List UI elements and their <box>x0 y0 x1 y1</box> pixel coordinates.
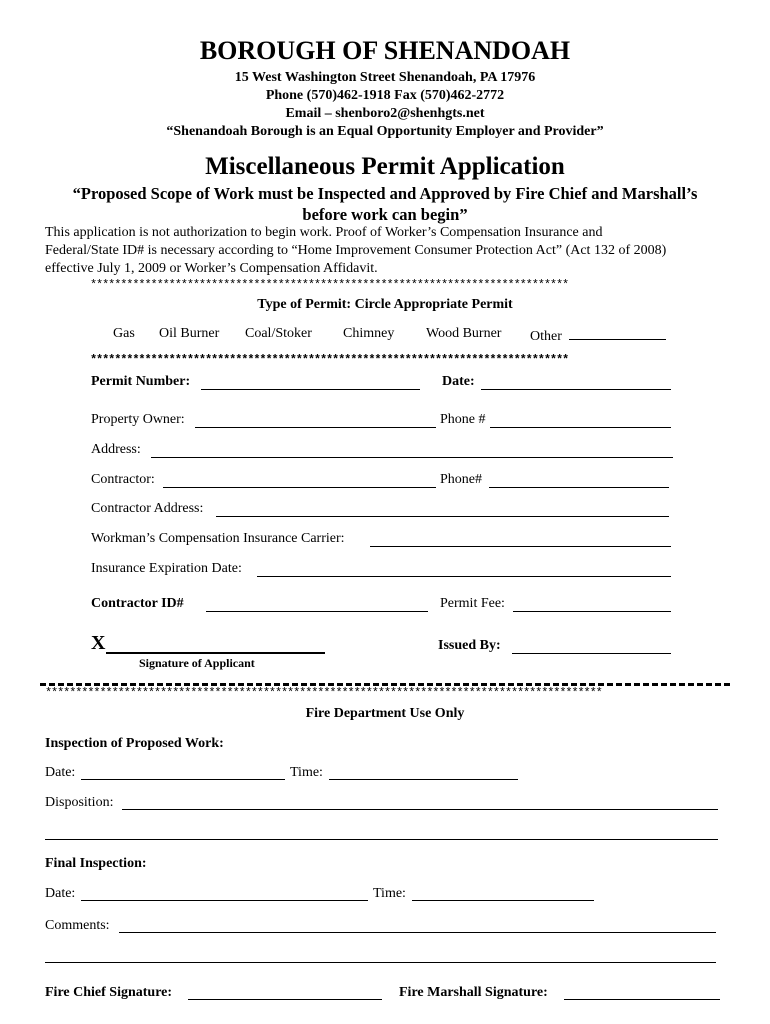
date-field[interactable] <box>481 389 671 390</box>
fire-chief-signature-label: Fire Chief Signature: <box>45 985 173 1000</box>
inspection-date-label: Date: <box>45 765 76 780</box>
disclaimer-line-2: Federal/State ID# is necessary according to “Home Improvement Consumer Protection Act” (Act 132 of 2008) <box>45 243 667 258</box>
other-input-line[interactable] <box>569 326 666 340</box>
permit-option-coal-stoker[interactable]: Coal/Stoker <box>245 326 312 341</box>
comments-label: Comments: <box>45 918 110 933</box>
permit-option-chimney[interactable]: Chimney <box>343 326 395 341</box>
final-inspection-heading: Final Inspection: <box>45 856 147 871</box>
contractor-label: Contractor: <box>91 472 155 487</box>
fire-marshall-signature-label: Fire Marshall Signature: <box>399 985 548 1000</box>
signature-label: Signature of Applicant <box>139 656 255 670</box>
permit-option-other[interactable] <box>530 326 666 345</box>
phone-field[interactable] <box>490 427 671 428</box>
phone-label: Phone # <box>440 412 486 427</box>
final-date-field[interactable] <box>81 900 368 901</box>
inspection-time-field[interactable] <box>329 779 518 780</box>
fire-dept-heading: Fire Department Use Only <box>305 706 465 721</box>
contractor-id-field[interactable] <box>206 611 428 612</box>
eeo-statement: “Shenandoah Borough is an Equal Opportunity Employer and Provider” <box>166 124 604 139</box>
signature-field[interactable] <box>106 652 325 654</box>
address-field[interactable] <box>151 457 673 458</box>
star-divider-3: ******************************************************************************************** <box>45 687 602 699</box>
org-address: 15 West Washington Street Shenandoah, PA 17976 <box>234 70 536 85</box>
permit-fee-field[interactable] <box>513 611 671 612</box>
disclaimer-line-1: This application is not authorization to begin work. Proof of Worker’s Compensation Insurance and <box>45 225 603 240</box>
issued-by-label: Issued By: <box>438 638 501 653</box>
signature-x-mark: X <box>91 632 106 654</box>
org-email: Email – shenboro2@shenhgts.net <box>285 106 485 121</box>
contractor-field[interactable] <box>163 487 436 488</box>
insurance-expiration-field[interactable] <box>257 576 671 577</box>
org-phone-fax: Phone (570)462-1918 Fax (570)462-2772 <box>265 88 505 103</box>
comments-field-line-2[interactable] <box>45 962 716 963</box>
insurance-expiration-label: Insurance Expiration Date: <box>91 561 242 576</box>
section-divider <box>40 683 730 686</box>
address-label: Address: <box>91 442 141 457</box>
final-date-label: Date: <box>45 886 76 901</box>
form-title: Miscellaneous Permit Application <box>205 153 565 180</box>
property-owner-label: Property Owner: <box>91 412 185 427</box>
fire-chief-signature-field[interactable] <box>188 999 382 1000</box>
disclaimer-line-3: effective July 1, 2009 or Worker’s Compensation Affidavit. <box>45 261 378 276</box>
inspection-heading: Inspection of Proposed Work: <box>45 736 224 751</box>
notice-line-2: before work can begin” <box>302 205 468 224</box>
property-owner-field[interactable] <box>195 427 436 428</box>
notice-line-1: “Proposed Scope of Work must be Inspected and Approved by Fire Chief and Marshall’s <box>72 184 698 203</box>
permit-option-other-label: Other <box>530 329 562 344</box>
permit-option-wood-burner[interactable]: Wood Burner <box>426 326 502 341</box>
permit-option-oil-burner[interactable]: Oil Burner <box>159 326 220 341</box>
inspection-date-field[interactable] <box>81 779 285 780</box>
permit-number-label: Permit Number: <box>91 374 191 389</box>
issued-by-field[interactable] <box>512 653 671 654</box>
contractor-phone-label: Phone# <box>440 472 482 487</box>
permit-option-gas[interactable]: Gas <box>113 326 135 341</box>
contractor-address-label: Contractor Address: <box>91 501 204 516</box>
disposition-label: Disposition: <box>45 795 114 810</box>
star-divider-2: ******************************************************************************* <box>90 354 569 366</box>
contractor-id-label: Contractor ID# <box>91 596 184 611</box>
comments-field[interactable] <box>119 932 716 933</box>
contractor-address-field[interactable] <box>216 516 669 517</box>
insurance-carrier-label: Workman’s Compensation Insurance Carrier: <box>91 531 345 546</box>
disposition-field-line-2[interactable] <box>45 839 718 840</box>
insurance-carrier-field[interactable] <box>370 546 671 547</box>
org-title: BOROUGH OF SHENANDOAH <box>199 36 571 65</box>
star-divider-1: ******************************************************************************* <box>90 279 569 291</box>
disposition-field[interactable] <box>122 809 718 810</box>
final-time-label: Time: <box>373 886 406 901</box>
inspection-time-label: Time: <box>290 765 323 780</box>
permit-fee-label: Permit Fee: <box>440 596 505 611</box>
permit-type-heading: Type of Permit: Circle Appropriate Permit <box>257 297 513 312</box>
permit-number-field[interactable] <box>201 389 420 390</box>
final-time-field[interactable] <box>412 900 594 901</box>
date-label: Date: <box>442 374 475 389</box>
fire-marshall-signature-field[interactable] <box>564 999 720 1000</box>
contractor-phone-field[interactable] <box>489 487 669 488</box>
